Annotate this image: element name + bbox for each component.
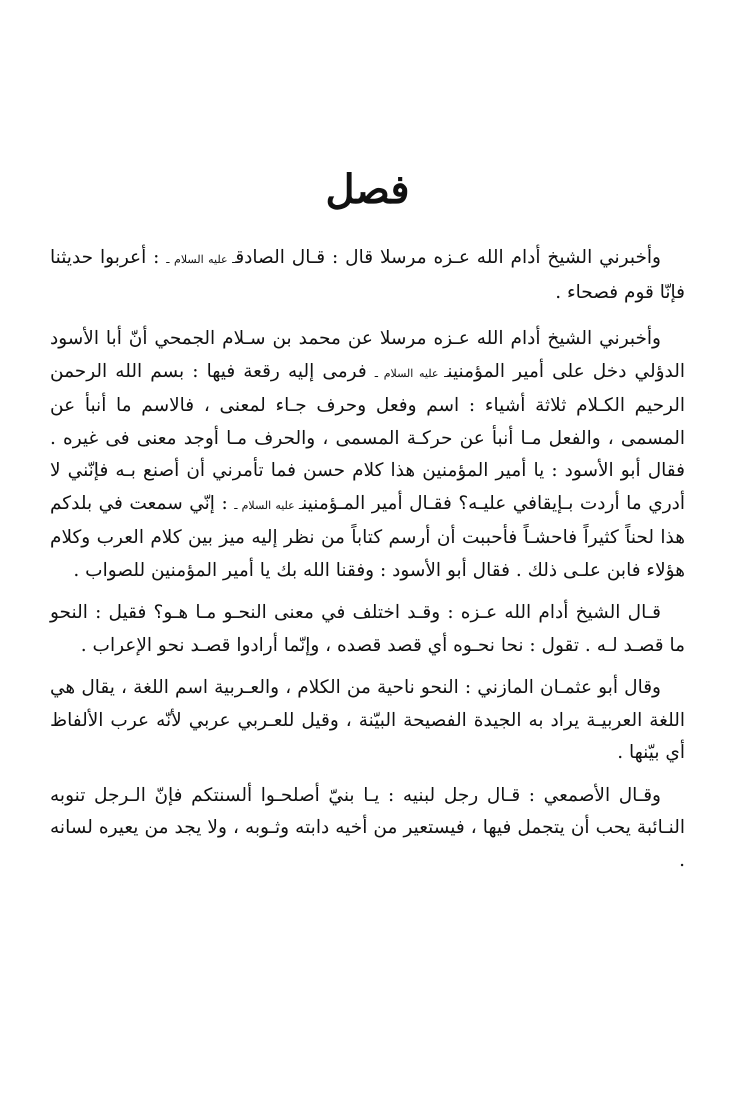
paragraph-4 — [50, 672, 685, 770]
paragraph-3-text: قـال الشيخ أدام الله عـزه : وقـد اختلف في معنى النحـو مـا هـو؟ فقيل : النحو ما قصـد لـه . تقول : نحا نحـوه أي قصد قصده ، وإنّما أرادوا قصـد نحو الإعراب . — [50, 602, 685, 656]
paragraph-2-text-cont: فرمى إليه رقعة فيها : بسم الله الرحمن الرحيم الكـلام ثلاثة أشياء : اسم وفعل وحرف جـاء لمعنى ، فالاسم ما أنبأ عن المسمى ، والفعل مـا أنبأ عن حركـة المسمى ، والحرف مـا أوجد معنى فى غيره . فقال أبو الأسود : يا أمير المؤمنين هذا كلام حسن فما تأمرني أن أصنع بـه فإنّني لا أدري ما أردت بـإيقافي عليـه؟ فقـال أمير المـؤمنين — [50, 360, 686, 514]
paragraph-1 — [50, 242, 685, 309]
body-text — [50, 242, 685, 877]
paragraph-4-text: وقال أبو عثمـان المازني : النحو ناحية من الكلام ، والعـربية اسم اللغة ، يقال هي اللغة العربيـة يراد به الجيدة الفصيحة البيّنة ، وقيل للعـربي عربي لأنّه عرب الألفاظ أي بيّنها . — [50, 677, 685, 763]
paragraph-5 — [50, 780, 685, 878]
honorific: ـ عليه السلام ـ — [234, 498, 303, 512]
paragraph-1-text-cont: : أعربوا حديثنا فإنّا قوم فصحاء . — [50, 247, 685, 303]
honorific: ـ عليه السلام ـ — [374, 366, 448, 380]
paragraph-2 — [50, 323, 685, 587]
chapter-heading: فصل — [325, 166, 410, 213]
paragraph-1-text: وأخبرني الشيخ أدام الله عـزه مرسلا قال : قـال الصادق — [235, 247, 661, 268]
honorific: ـ عليه السلام ـ — [166, 253, 236, 266]
paragraph-3 — [50, 597, 685, 662]
paragraph-5-text: وقـال الأصمعي : قـال رجل لبنيه : يـا بنيّ أصلحـوا ألسنتكم فإنّ الـرجل تنوبه النـائبة يحب أن يتجمل فيها ، فيستعير من أخيه دابته وثـوبه ، ولا يجد من يعيره لسانه . — [50, 784, 685, 871]
paragraph-2-text: وأخبرني الشيخ أدام الله عـزه مرسلا عن محمد بن سـلام الجمحي أنّ أبا الأسود الدؤلي دخل على أمير المؤمنين — [50, 328, 685, 382]
paragraph-2-text-end: : إنّي سمعت في بلدكم هذا لحناً كثيراً فاحشـاً فأحببت أن أرسم كتاباً من نظر إليه ميز بين كلام العرب وكلام هؤلاء فابن علـى ذلك . فقال أبو الأسود : وفقنا الله بك يا أمير المؤمنين للصواب . — [50, 492, 685, 581]
